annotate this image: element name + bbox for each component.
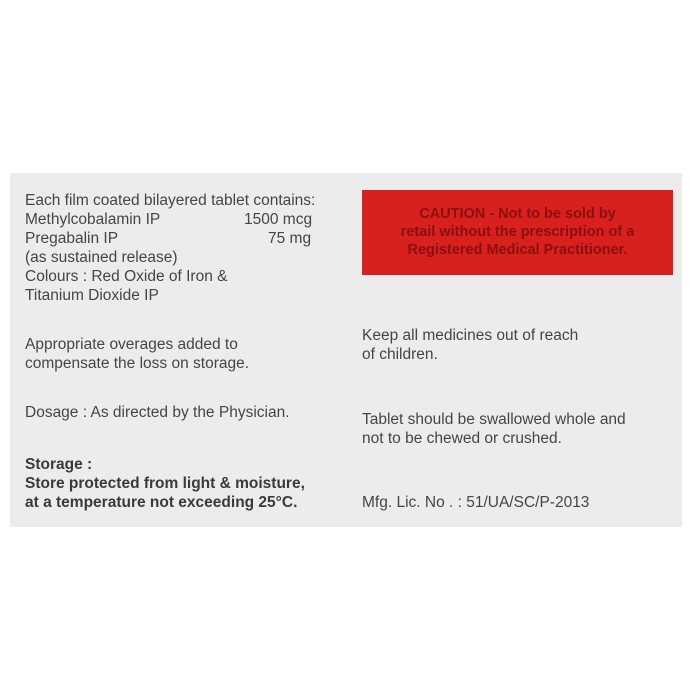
composition-heading: Each film coated bilayered tablet contains: <box>25 192 316 209</box>
overages-line-1: Appropriate overages added to <box>25 336 238 353</box>
caution-line-1: CAUTION - Not to be sold by <box>419 206 616 222</box>
reach-line-1: Keep all medicines out of reach <box>362 327 579 344</box>
reach-line-2: of children. <box>362 346 438 363</box>
ingredient-2-name: Pregabalin IP <box>25 230 119 247</box>
medicine-label-strip <box>10 173 682 527</box>
storage-line-2: at a temperature not exceeding 25°C. <box>25 494 298 511</box>
caution-box <box>362 190 673 275</box>
ingredient-1-name: Methylcobalamin IP <box>25 211 161 228</box>
overages-line-2: compensate the loss on storage. <box>25 355 250 372</box>
mfg-license-number: Mfg. Lic. No . : 51/UA/SC/P-2013 <box>362 494 590 511</box>
swallow-line-1: Tablet should be swallowed whole and <box>362 411 626 428</box>
colours-line-1: Colours : Red Oxide of Iron & <box>25 268 228 285</box>
colours-line-2: Titanium Dioxide IP <box>25 287 159 304</box>
storage-heading: Storage : <box>25 456 93 473</box>
caution-line-3: Registered Medical Practitioner. <box>407 242 628 258</box>
ingredient-1-dose: 1500 mcg <box>244 211 313 228</box>
storage-line-1: Store protected from light & moisture, <box>25 475 305 492</box>
caution-line-2: retail without the prescription of a <box>400 224 635 240</box>
dosage-text: Dosage : As directed by the Physician. <box>25 404 290 421</box>
swallow-line-2: not to be chewed or crushed. <box>362 430 562 447</box>
ingredient-2-dose: 75 mg <box>268 230 312 247</box>
ingredient-2-note: (as sustained release) <box>25 249 178 266</box>
